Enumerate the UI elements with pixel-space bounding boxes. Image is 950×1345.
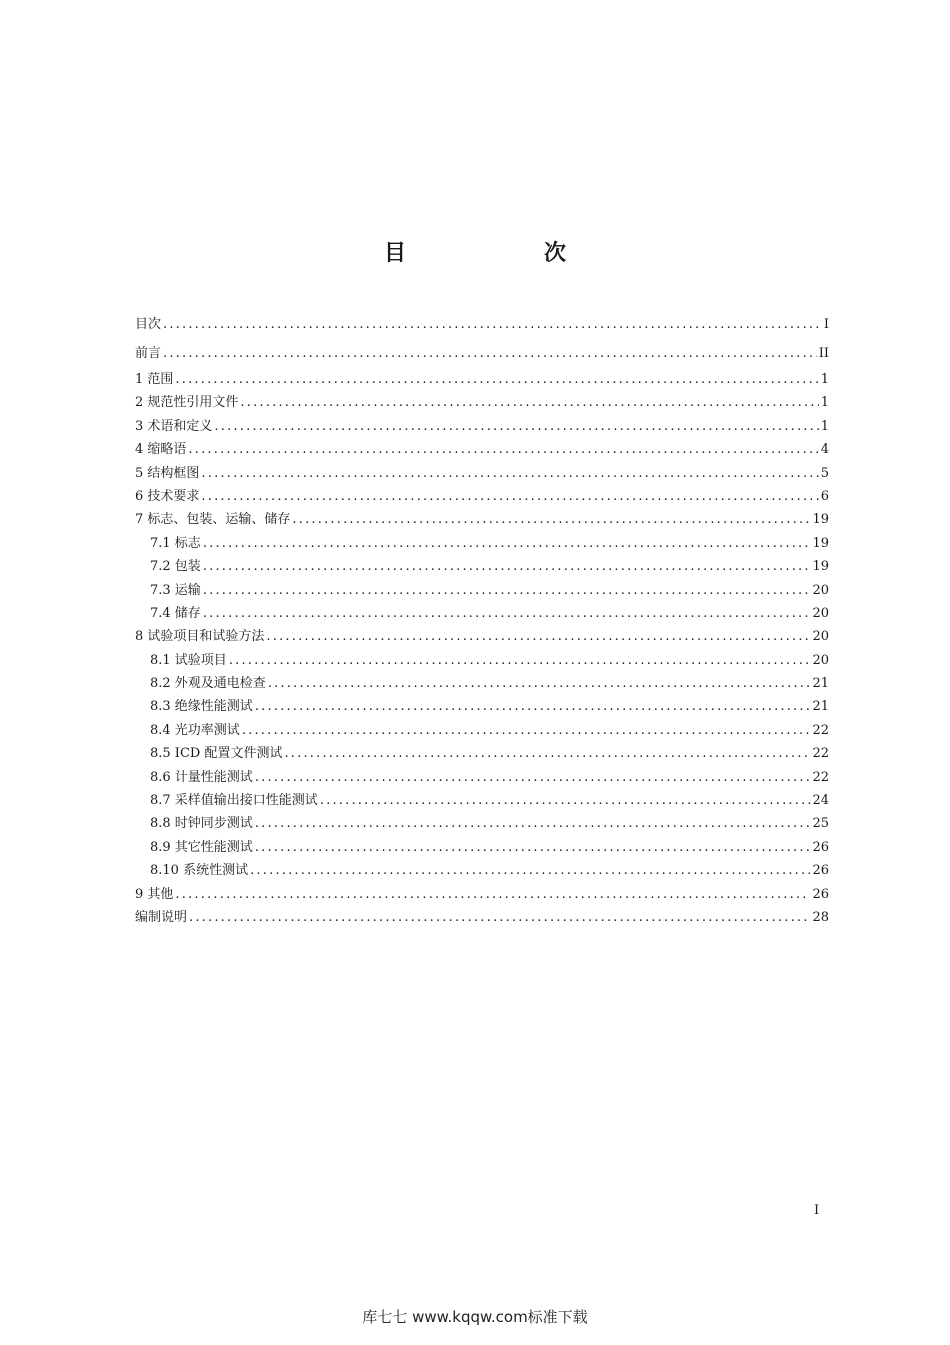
toc-dot-leader bbox=[255, 812, 811, 835]
toc-entry-page: 22 bbox=[812, 769, 829, 785]
toc-entry-label: 8.2 外观及通电检查 bbox=[150, 676, 266, 692]
toc-entry-page: 21 bbox=[812, 699, 829, 715]
toc-entry-label: 3 术语和定义 bbox=[135, 418, 213, 434]
footer-watermark: 库七七 www.kqqw.com标准下载 bbox=[362, 1308, 588, 1326]
toc-entry-label: 前言 bbox=[135, 346, 162, 361]
toc-entry[interactable] bbox=[135, 859, 829, 882]
toc-entry-page: 19 bbox=[812, 535, 829, 551]
toc-entry[interactable] bbox=[135, 368, 829, 391]
toc-entry-label: 9 其他 bbox=[135, 886, 174, 902]
toc-entry[interactable] bbox=[135, 462, 829, 485]
toc-dot-leader bbox=[255, 695, 811, 718]
toc-entry-page: 19 bbox=[812, 512, 829, 528]
toc-entry-label: 8.5 ICD 配置文件测试 bbox=[150, 746, 283, 762]
toc-entry-page: 26 bbox=[812, 886, 829, 902]
toc-dot-leader bbox=[255, 766, 811, 789]
toc-entry[interactable] bbox=[135, 672, 829, 695]
toc-entry[interactable] bbox=[135, 812, 829, 835]
toc-dot-leader bbox=[175, 883, 810, 906]
toc-entry-label: 2 规范性引用文件 bbox=[135, 395, 239, 411]
toc-entry[interactable] bbox=[135, 415, 829, 438]
toc-entry[interactable] bbox=[135, 906, 829, 929]
toc-entry-label: 7.2 包装 bbox=[150, 559, 201, 575]
toc-dot-leader bbox=[250, 859, 810, 882]
toc-entry-label: 8.9 其它性能测试 bbox=[150, 839, 253, 855]
toc-entry-page: 24 bbox=[812, 793, 829, 809]
page-number: I bbox=[814, 1203, 820, 1218]
toc-dot-leader bbox=[320, 789, 811, 812]
toc-entry-page: I bbox=[823, 317, 829, 332]
toc-dot-leader bbox=[188, 438, 818, 461]
toc-entry-label: 8.10 系统性测试 bbox=[150, 863, 249, 879]
toc-dot-leader bbox=[268, 672, 811, 695]
toc-dot-leader bbox=[284, 742, 810, 765]
toc-entry-page: 22 bbox=[812, 746, 829, 762]
toc-entry-page: 1 bbox=[820, 395, 829, 411]
toc-dot-leader bbox=[201, 462, 818, 485]
toc-entry[interactable] bbox=[135, 485, 829, 508]
toc-entry-page: 26 bbox=[812, 839, 829, 855]
toc-dot-leader bbox=[203, 532, 811, 555]
toc-entry-label: 6 技术要求 bbox=[135, 488, 200, 504]
toc-entry-page: 1 bbox=[820, 372, 829, 387]
toc-entry-label: 目次 bbox=[135, 317, 162, 332]
toc-entry-label: 5 结构框图 bbox=[135, 465, 200, 481]
toc-entry-page: 5 bbox=[820, 465, 829, 481]
toc-dot-leader bbox=[163, 339, 817, 368]
table-of-contents bbox=[135, 310, 829, 929]
toc-entry[interactable] bbox=[135, 789, 829, 812]
toc-entry-page: 26 bbox=[812, 863, 829, 879]
toc-entry-label: 8.6 计量性能测试 bbox=[150, 769, 253, 785]
toc-entry-label: 7.1 标志 bbox=[150, 535, 201, 551]
toc-entry[interactable] bbox=[135, 339, 829, 368]
toc-dot-leader bbox=[203, 555, 811, 578]
toc-entry[interactable] bbox=[135, 532, 829, 555]
toc-entry[interactable] bbox=[135, 579, 829, 602]
toc-dot-leader bbox=[203, 602, 811, 625]
toc-entry-label: 编制说明 bbox=[135, 909, 188, 925]
toc-entry-page: 6 bbox=[820, 488, 829, 504]
toc-dot-leader bbox=[242, 719, 811, 742]
toc-entry[interactable] bbox=[135, 438, 829, 461]
toc-entry-label: 7.3 运输 bbox=[150, 582, 201, 598]
toc-entry[interactable] bbox=[135, 836, 829, 859]
toc-entry[interactable] bbox=[135, 602, 829, 625]
toc-entry-label: 1 范围 bbox=[135, 372, 174, 387]
toc-dot-leader bbox=[201, 485, 818, 508]
toc-dot-leader bbox=[214, 415, 818, 438]
toc-entry-page: 19 bbox=[812, 559, 829, 575]
toc-dot-leader bbox=[189, 906, 810, 929]
toc-entry-label: 8.4 光功率测试 bbox=[150, 722, 240, 738]
toc-dot-leader bbox=[266, 625, 810, 648]
toc-entry[interactable] bbox=[135, 625, 829, 648]
toc-entry[interactable] bbox=[135, 766, 829, 789]
toc-entry-label: 8.7 采样值输出接口性能测试 bbox=[150, 793, 318, 809]
toc-entry[interactable] bbox=[135, 310, 829, 339]
toc-dot-leader bbox=[203, 579, 811, 602]
toc-dot-leader bbox=[240, 391, 818, 414]
toc-entry[interactable] bbox=[135, 508, 829, 531]
toc-entry[interactable] bbox=[135, 742, 829, 765]
toc-entry-page: 1 bbox=[820, 418, 829, 434]
toc-dot-leader bbox=[163, 310, 822, 339]
toc-entry-label: 7.4 储存 bbox=[150, 605, 201, 621]
toc-entry-page: 20 bbox=[812, 582, 829, 598]
toc-entry[interactable] bbox=[135, 719, 829, 742]
toc-entry-label: 7 标志、包装、运输、储存 bbox=[135, 512, 291, 528]
toc-entry-label: 8.8 时钟同步测试 bbox=[150, 816, 253, 832]
toc-entry-page: 20 bbox=[812, 605, 829, 621]
toc-entry-page: 28 bbox=[812, 909, 829, 925]
page-title: 目 次 bbox=[383, 241, 624, 266]
toc-entry-label: 8 试验项目和试验方法 bbox=[135, 629, 265, 645]
toc-entry[interactable] bbox=[135, 695, 829, 718]
toc-entry-page: 4 bbox=[820, 442, 829, 458]
toc-entry-page: 20 bbox=[812, 629, 829, 645]
toc-entry-page: II bbox=[818, 346, 829, 361]
toc-entry-page: 25 bbox=[812, 816, 829, 832]
toc-dot-leader bbox=[175, 368, 818, 391]
toc-entry[interactable] bbox=[135, 555, 829, 578]
toc-dot-leader bbox=[229, 649, 811, 672]
toc-entry-page: 21 bbox=[812, 676, 829, 692]
toc-entry[interactable] bbox=[135, 391, 829, 414]
toc-dot-leader bbox=[292, 508, 810, 531]
toc-entry[interactable] bbox=[135, 883, 829, 906]
toc-entry-label: 8.1 试验项目 bbox=[150, 652, 227, 668]
toc-entry-label: 8.3 绝缘性能测试 bbox=[150, 699, 253, 715]
toc-entry-label: 4 缩略语 bbox=[135, 442, 187, 458]
toc-entry-page: 22 bbox=[812, 722, 829, 738]
toc-dot-leader bbox=[255, 836, 811, 859]
toc-entry[interactable] bbox=[135, 649, 829, 672]
toc-entry-page: 20 bbox=[812, 652, 829, 668]
